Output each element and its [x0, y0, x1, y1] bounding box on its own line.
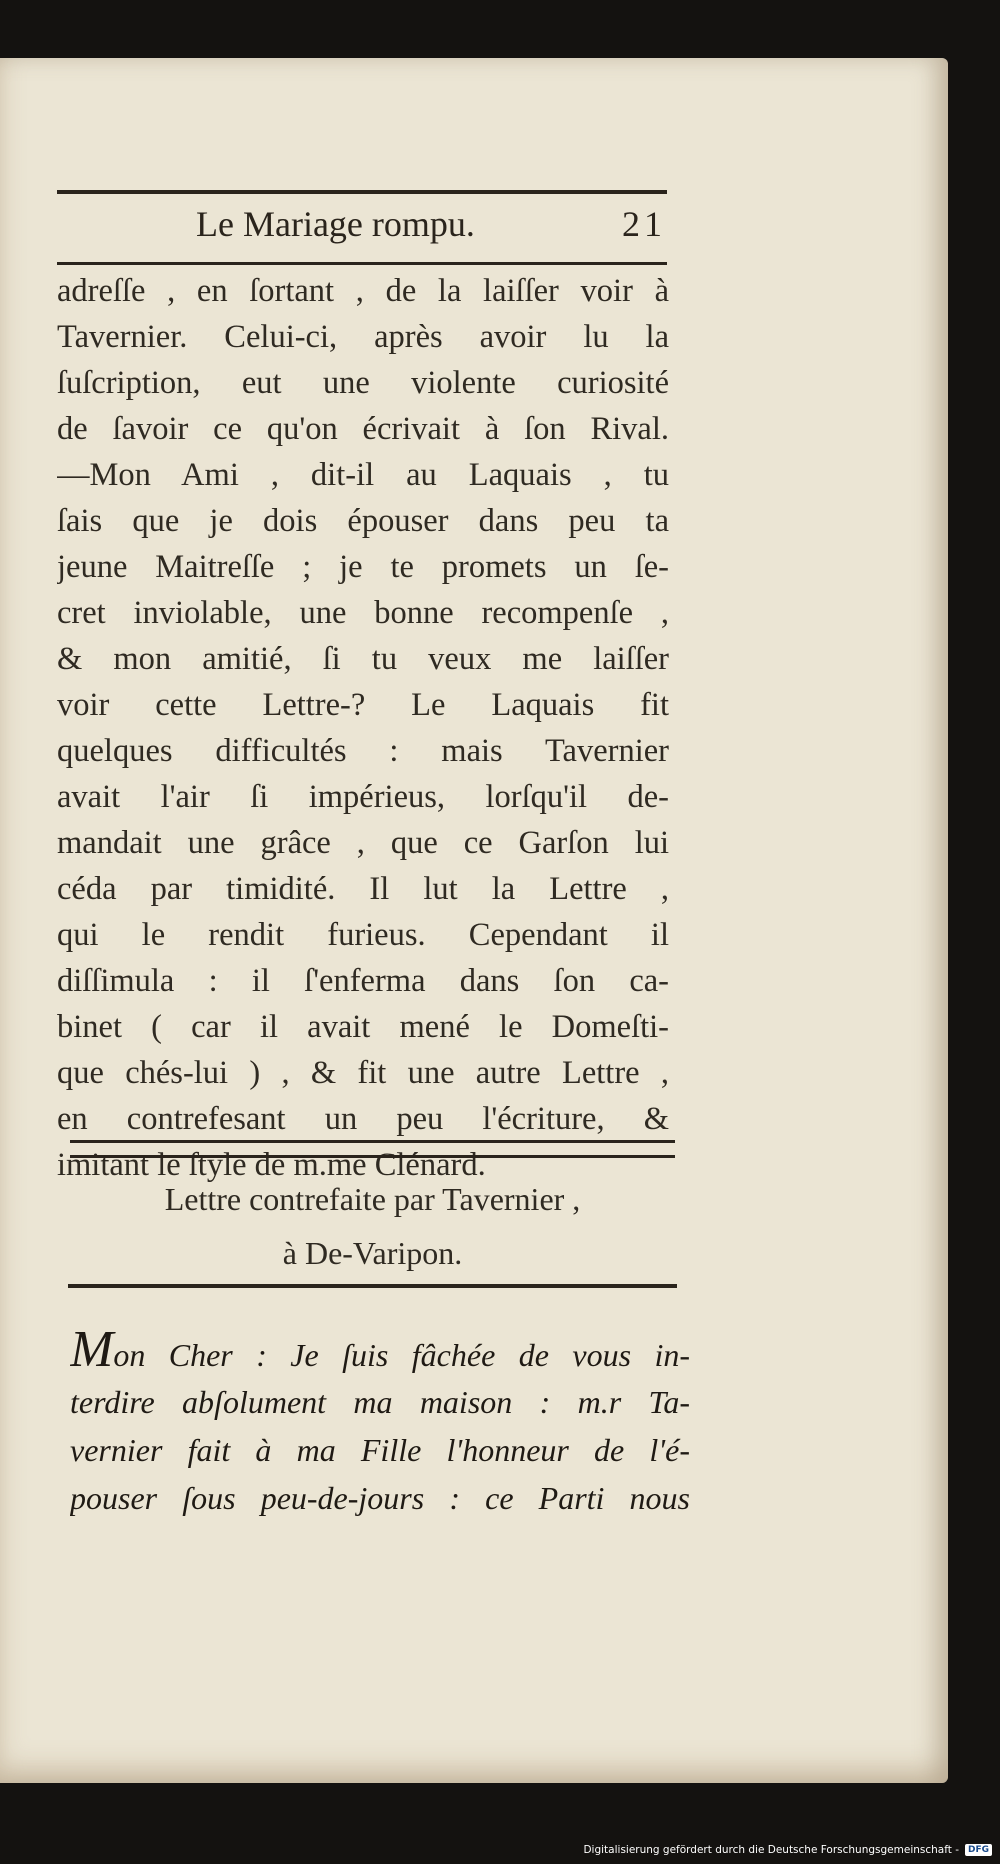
text-line: binet ( car il avait mené le Domeſti- — [57, 1009, 669, 1045]
page-number: 21 — [622, 204, 666, 244]
letter-line: terdire abſolument ma maison : m.r Ta- — [70, 1384, 690, 1420]
text-line: céda par timidité. Il lut la Lettre , — [57, 871, 669, 907]
text-line: cret inviolable, une bonne recompenſe , — [57, 595, 669, 631]
text-line: qui le rendit furieus. Cependant il — [57, 917, 669, 953]
section-rule — [68, 1284, 677, 1288]
letter-first-line-text: on Cher : Je ſuis fâchée de vous in- — [113, 1337, 690, 1373]
header-rule-bottom — [57, 262, 667, 265]
letter-text — [70, 1330, 690, 1522]
text-line: —Mon Ami , dit-il au Laquais , tu — [57, 457, 669, 493]
letter-line: pouser ſous peu-de-jours : ce Parti nous — [70, 1480, 690, 1516]
text-line: que chés-lui ) , & fit une autre Lettre , — [57, 1055, 669, 1091]
letter-line: vernier fait à ma Fille l'honneur de l'é- — [70, 1432, 690, 1468]
footer-credit: Digitalisierung gefördert durch die Deutsche Forschungsgemeinschaft - — [583, 1844, 959, 1856]
body-text — [57, 268, 669, 1188]
text-line: Tavernier. Celui-ci, après avoir lu la — [57, 319, 669, 355]
text-line: adreſſe , en ſortant , de la laiſſer voir à — [57, 273, 669, 309]
text-line: de ſavoir ce qu'on écrivait à ſon Rival. — [57, 411, 669, 447]
drop-cap: M — [70, 1330, 114, 1378]
section-double-rule — [70, 1140, 675, 1158]
text-line: voir cette Lettre-? Le Laquais fit — [57, 687, 669, 723]
text-line: quelques difficultés : mais Tavernier — [57, 733, 669, 769]
header-rule-top — [57, 190, 667, 194]
letter-first-line — [70, 1330, 690, 1378]
running-head — [196, 203, 666, 255]
text-line: en contrefesant un peu l'écriture, & — [57, 1101, 669, 1137]
text-line: mandait une grâce , que ce Garſon lui — [57, 825, 669, 861]
footer-credit-banner — [583, 1840, 992, 1860]
text-line: ſais que je dois épouser dans peu ta — [57, 503, 669, 539]
dfg-logo: DFG — [965, 1844, 992, 1856]
text-line: imitant le ſtyle de m.me Clénard. — [57, 1147, 486, 1183]
text-line: jeune Maitreſſe ; je te promets un ſe- — [57, 549, 669, 585]
running-title: Le Mariage rompu. — [196, 204, 475, 244]
text-line: avait l'air ſi impérieus, lorſqu'il de- — [57, 779, 669, 815]
letter-heading-line-1: Lettre contrefaite par Tavernier , — [164, 1181, 581, 1217]
text-line: & mon amitié, ſi tu veux me laiſſer — [57, 641, 669, 677]
text-line: ſuſcription, eut une violente curiosité — [57, 365, 669, 401]
text-line: diſſimula : il ſ'enferma dans ſon ca- — [57, 963, 669, 999]
letter-heading-line-2: à De-Varipon. — [282, 1235, 463, 1271]
letter-heading — [70, 1172, 675, 1280]
